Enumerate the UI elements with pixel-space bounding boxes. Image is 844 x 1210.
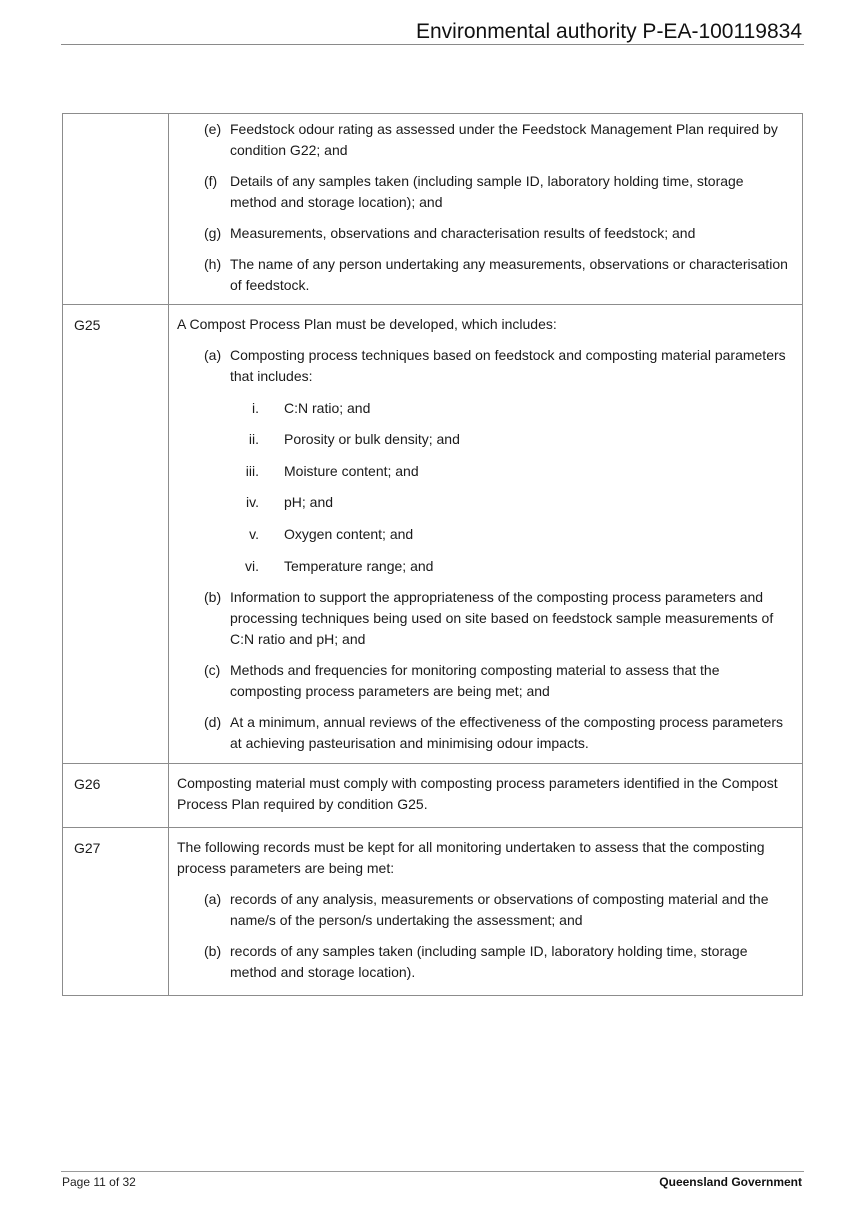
item-text: Methods and frequencies for monitoring composting material to assess that the composting process parameters are being met; and <box>230 661 720 699</box>
sub-list-item <box>177 429 792 450</box>
condition-text-cell <box>169 828 803 996</box>
table-row <box>63 305 803 764</box>
conditions-table <box>62 113 803 996</box>
table-row <box>63 114 803 305</box>
sub-item-numeral: iv. <box>246 494 259 511</box>
list-item <box>177 254 792 296</box>
condition-id-cell <box>63 114 169 305</box>
condition-id-cell: G26 <box>63 764 169 828</box>
sub-list-item <box>177 398 792 419</box>
condition-id-cell: G27 <box>63 828 169 996</box>
item-letter: (e) <box>204 121 222 137</box>
item-text: Details of any samples taken (including sample ID, laboratory holding time, storage method and storage location); and <box>230 173 744 210</box>
organisation-name: Queensland Government <box>659 1175 802 1189</box>
item-text: Measurements, observations and characterisation results of feedstock; and <box>230 225 696 241</box>
footer-divider <box>61 1171 804 1172</box>
sub-item-numeral: iii. <box>245 462 259 479</box>
item-text: records of any samples taken (including sample ID, laboratory holding time, storage method and storage location). <box>230 943 748 980</box>
sub-item-numeral: ii. <box>248 431 259 448</box>
item-text: Feedstock odour rating as assessed under the Feedstock Management Plan required by condition G22; and <box>230 121 778 158</box>
sub-item-text: Porosity or bulk density; and <box>284 431 460 448</box>
item-letter: (a) <box>204 347 222 363</box>
sub-item-text: Temperature range; and <box>284 557 434 574</box>
condition-id-cell: G25 <box>63 305 169 764</box>
sub-item-numeral: v. <box>249 525 259 542</box>
list-item <box>177 712 792 754</box>
item-letter: (c) <box>204 661 221 678</box>
condition-intro: The following records must be kept for all monitoring undertaken to assess that the composting process parameters are being met: <box>177 839 765 876</box>
item-letter: (h) <box>204 256 222 272</box>
sub-item-numeral: vi. <box>245 557 259 574</box>
item-letter: (f) <box>204 173 218 189</box>
list-item <box>177 660 792 702</box>
item-text: At a minimum, annual reviews of the effectiveness of the composting process parameters at achieving pasteurisation and minimising odour impacts. <box>230 713 784 751</box>
list-item <box>177 171 792 213</box>
condition-text-cell <box>169 114 803 305</box>
item-letter: (g) <box>204 225 222 241</box>
item-letter: (b) <box>204 588 222 605</box>
sub-item-text: C:N ratio; and <box>284 399 371 416</box>
item-letter: (b) <box>204 943 222 959</box>
sub-list-item <box>177 556 792 577</box>
item-text: The name of any person undertaking any measurements, observations or characterisation of feedstock. <box>230 256 788 293</box>
list-item <box>177 223 792 244</box>
table-row <box>63 828 803 996</box>
sub-list-item <box>177 524 792 545</box>
list-item <box>177 587 792 650</box>
item-letter: (a) <box>204 891 222 907</box>
table-row <box>63 764 803 828</box>
condition-intro: Composting material must comply with composting process parameters identified in the Compost Process Plan required by condition G25. <box>177 775 778 812</box>
sub-item-text: Oxygen content; and <box>284 525 414 542</box>
list-item <box>177 941 792 983</box>
item-text: Composting process techniques based on feedstock and composting material parameters that includes: <box>230 347 786 384</box>
list-item <box>177 119 792 161</box>
condition-text-cell <box>169 764 803 828</box>
item-text: records of any analysis, measurements or observations of composting material and the name/s of the person/s undertaking the assessment; and <box>230 891 769 928</box>
sub-item-text: pH; and <box>284 494 334 511</box>
sub-item-text: Moisture content; and <box>284 462 419 479</box>
list-item <box>177 345 792 387</box>
sub-list-item <box>177 461 792 482</box>
condition-intro: A Compost Process Plan must be developed, which includes: <box>177 316 557 332</box>
condition-text-cell <box>169 305 803 764</box>
item-text: Information to support the appropriateness of the composting process parameters and processing techniques being used on site based on feedstock sample measurements of C:N ratio and pH; and <box>230 588 774 647</box>
sub-item-numeral: i. <box>252 399 259 416</box>
item-letter: (d) <box>204 713 222 730</box>
header-divider <box>61 44 804 45</box>
document-header-title: Environmental authority P-EA-100119834 <box>415 20 802 43</box>
page-number: Page 11 of 32 <box>62 1175 136 1189</box>
list-item <box>177 889 792 931</box>
sub-list-item <box>177 492 792 513</box>
